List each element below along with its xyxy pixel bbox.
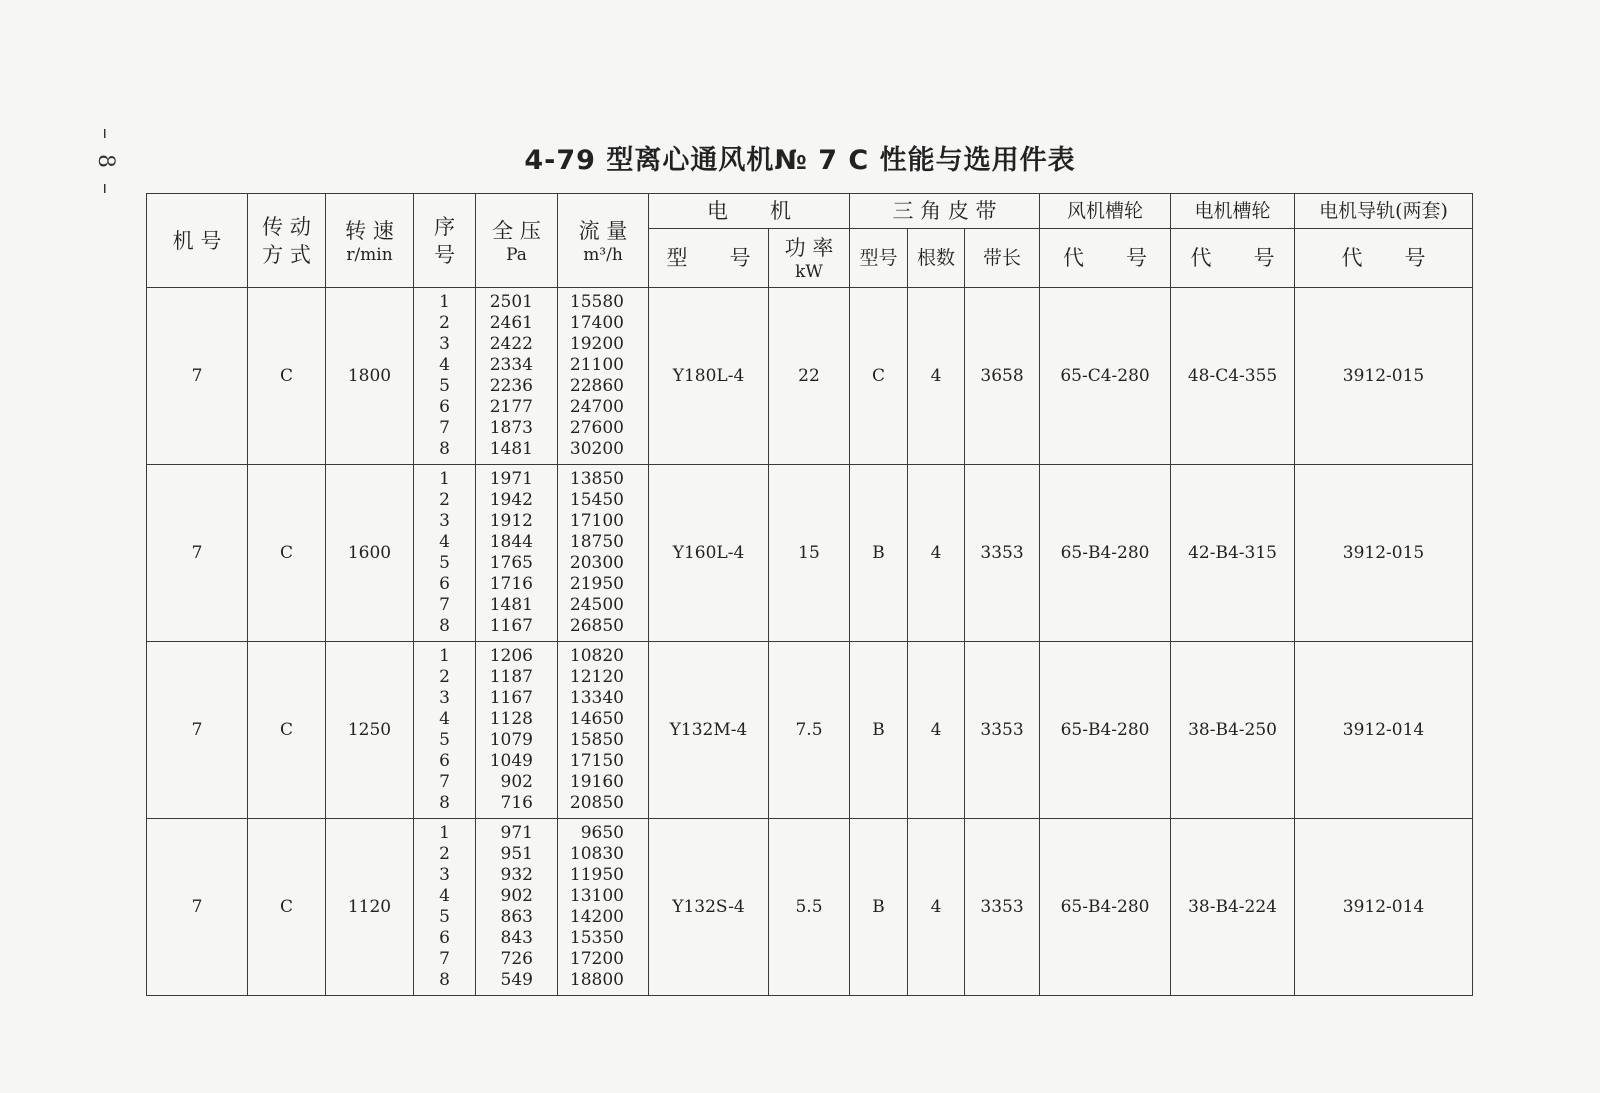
- cell-flow: [558, 288, 649, 465]
- cell-machine-no: 7: [147, 288, 248, 465]
- header-belt-type: 型号: [850, 229, 908, 288]
- cell-belt-length: 3658: [965, 288, 1040, 465]
- flow-list: 15580 17400 19200 21100 22860 24700 27600 30200: [569, 292, 624, 459]
- table-row: [147, 819, 1473, 996]
- header-drive-mode-line2: 方 式: [262, 242, 311, 267]
- cell-seq: [414, 288, 476, 465]
- header-pressure: [476, 194, 558, 288]
- cell-fan-pulley: 65-B4-280: [1040, 642, 1171, 819]
- flow-list: 13850 15450 17100 18750 20300 21950 24500 26850: [569, 469, 624, 636]
- seq-list: 1 2 3 4 5 6 7 8: [439, 292, 450, 459]
- pressure-list: 971 951 932 902 863 843 726 549: [500, 823, 533, 990]
- header-seq-line2: 号: [434, 242, 455, 267]
- cell-belt-count: 4: [908, 819, 965, 996]
- cell-drive: C: [248, 642, 326, 819]
- cell-pressure: [476, 288, 558, 465]
- header-belt-length: 带长: [965, 229, 1040, 288]
- cell-drive: C: [248, 819, 326, 996]
- table-row: [147, 465, 1473, 642]
- pressure-list: 1971 1942 1912 1844 1765 1716 1481 1167: [489, 469, 533, 636]
- header-motor-rail-code: 代 号: [1295, 229, 1473, 288]
- header-flow-label: 流 量: [578, 218, 628, 243]
- cell-seq: [414, 642, 476, 819]
- cell-rail: 3912-014: [1295, 642, 1473, 819]
- page-title: 4-79 型离心通风机№ 7 C 性能与选用件表: [524, 145, 1076, 176]
- header-motor: 电 机: [649, 194, 850, 229]
- cell-rail: 3912-015: [1295, 288, 1473, 465]
- cell-drive: C: [248, 465, 326, 642]
- page-number: – 8 –: [93, 128, 118, 198]
- header-flow-unit: m³/h: [583, 244, 623, 265]
- cell-flow: [558, 819, 649, 996]
- cell-pressure: [476, 465, 558, 642]
- header-pressure-unit: Pa: [506, 244, 527, 265]
- cell-pressure: [476, 819, 558, 996]
- flow-list: 10820 12120 13340 14650 15850 17150 19160 20850: [569, 646, 624, 813]
- performance-table: [146, 193, 1473, 996]
- cell-rail: 3912-015: [1295, 465, 1473, 642]
- header-belt-count: 根数: [908, 229, 965, 288]
- cell-rail: 3912-014: [1295, 819, 1473, 996]
- header-seq: [414, 194, 476, 288]
- cell-belt-type: C: [850, 288, 908, 465]
- cell-power: 15: [769, 465, 850, 642]
- header-fan-pulley-code: 代 号: [1040, 229, 1171, 288]
- table-row: [147, 288, 1473, 465]
- cell-flow: [558, 642, 649, 819]
- seq-list: 1 2 3 4 5 6 7 8: [439, 469, 450, 636]
- cell-motor-pulley: 38-B4-250: [1171, 642, 1295, 819]
- seq-list: 1 2 3 4 5 6 7 8: [439, 823, 450, 990]
- header-speed: [326, 194, 414, 288]
- header-motor-model: 型 号: [649, 229, 769, 288]
- header-power-label: 功 率: [784, 236, 834, 260]
- cell-power: 7.5: [769, 642, 850, 819]
- header-flow: [558, 194, 649, 288]
- header-drive-mode: [248, 194, 326, 288]
- cell-belt-length: 3353: [965, 819, 1040, 996]
- header-motor-pulley: 电机槽轮: [1171, 194, 1295, 229]
- cell-belt-type: B: [850, 465, 908, 642]
- header-seq-line1: 序: [434, 214, 455, 239]
- header-pressure-label: 全 压: [492, 218, 541, 243]
- header-machine-no: 机 号: [147, 194, 248, 288]
- cell-motor-pulley: 42-B4-315: [1171, 465, 1295, 642]
- cell-belt-length: 3353: [965, 465, 1040, 642]
- cell-seq: [414, 465, 476, 642]
- cell-motor-model: Y132S-4: [649, 819, 769, 996]
- cell-motor-model: Y180L-4: [649, 288, 769, 465]
- cell-drive: C: [248, 288, 326, 465]
- cell-fan-pulley: 65-B4-280: [1040, 465, 1171, 642]
- cell-machine-no: 7: [147, 819, 248, 996]
- cell-belt-count: 4: [908, 465, 965, 642]
- header-speed-label: 转 速: [345, 218, 394, 243]
- flow-list: 9650 10830 11950 13100 14200 15350 17200 18800: [569, 823, 624, 990]
- cell-belt-length: 3353: [965, 642, 1040, 819]
- cell-pressure: [476, 642, 558, 819]
- cell-machine-no: 7: [147, 465, 248, 642]
- cell-fan-pulley: 65-B4-280: [1040, 819, 1171, 996]
- header-fan-pulley: 风机槽轮: [1040, 194, 1171, 229]
- cell-speed: 1120: [326, 819, 414, 996]
- header-power-unit: kW: [795, 262, 823, 282]
- cell-motor-pulley: 48-C4-355: [1171, 288, 1295, 465]
- cell-fan-pulley: 65-C4-280: [1040, 288, 1171, 465]
- cell-belt-count: 4: [908, 642, 965, 819]
- cell-belt-type: B: [850, 819, 908, 996]
- header-motor-power: [769, 229, 850, 288]
- cell-speed: 1250: [326, 642, 414, 819]
- seq-list: 1 2 3 4 5 6 7 8: [439, 646, 450, 813]
- header-motor-pulley-code: 代 号: [1171, 229, 1295, 288]
- pressure-list: 1206 1187 1167 1128 1079 1049 902 716: [489, 646, 533, 813]
- header-belt: 三 角 皮 带: [850, 194, 1040, 229]
- cell-power: 5.5: [769, 819, 850, 996]
- cell-speed: 1600: [326, 465, 414, 642]
- cell-belt-type: B: [850, 642, 908, 819]
- cell-flow: [558, 465, 649, 642]
- cell-seq: [414, 819, 476, 996]
- header-motor-rail: 电机导轨(两套): [1295, 194, 1473, 229]
- header-speed-unit: r/min: [346, 244, 393, 265]
- cell-power: 22: [769, 288, 850, 465]
- cell-machine-no: 7: [147, 642, 248, 819]
- cell-belt-count: 4: [908, 288, 965, 465]
- pressure-list: 2501 2461 2422 2334 2236 2177 1873 1481: [489, 292, 533, 459]
- cell-motor-model: Y160L-4: [649, 465, 769, 642]
- table-row: [147, 642, 1473, 819]
- header-drive-mode-line1: 传 动: [262, 214, 311, 239]
- cell-speed: 1800: [326, 288, 414, 465]
- cell-motor-model: Y132M-4: [649, 642, 769, 819]
- cell-motor-pulley: 38-B4-224: [1171, 819, 1295, 996]
